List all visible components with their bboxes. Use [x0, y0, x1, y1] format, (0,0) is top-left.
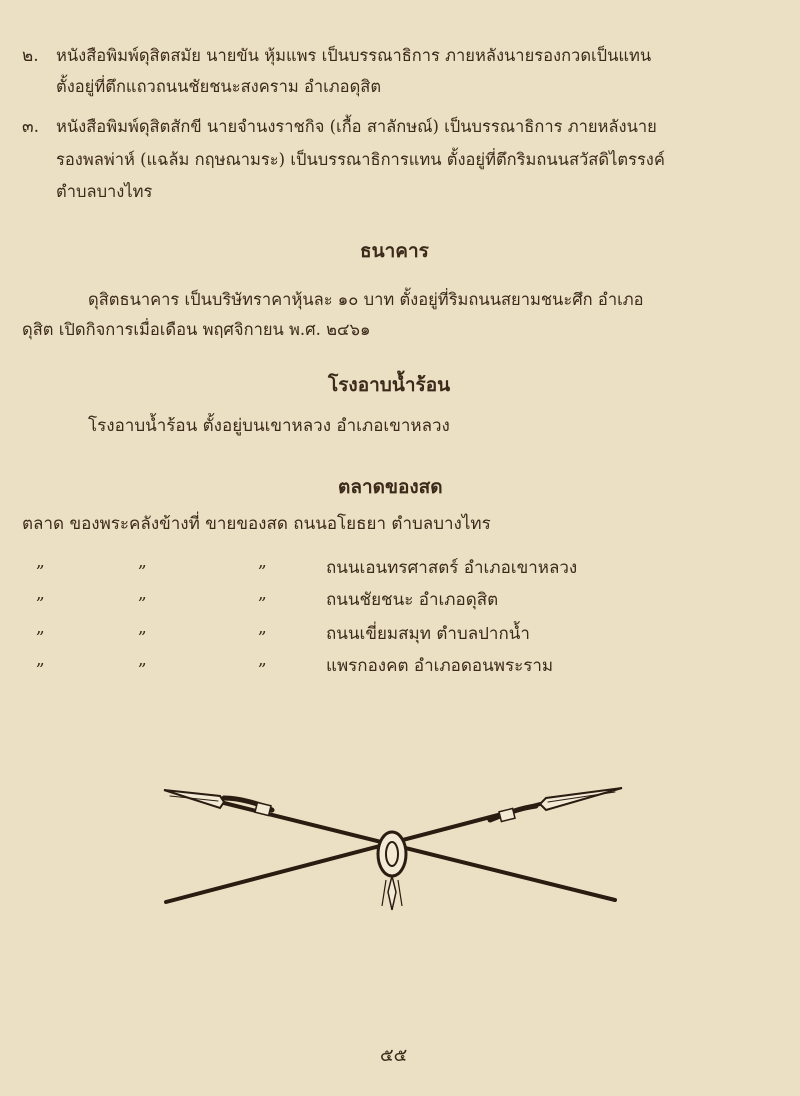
bank-line-2: ดุสิต เปิดกิจการเมื่อเดือน พฤศจิกายน พ.ศ. ๒๔๖๑ [22, 320, 371, 339]
hotspring-line-1: โรงอาบน้ำร้อน ตั้งอยู่บนเขาหลวง อำเภอเขาหลวง [88, 416, 450, 436]
bank-heading: ธนาคาร [360, 240, 429, 262]
ditto-mark: „ [138, 650, 147, 670]
item-2-line-2: ตั้งอยู่ที่ตึกแถวถนนชัยชนะสงคราม อำเภอดุสิต [56, 77, 382, 96]
market-heading: ตลาดของสด [338, 476, 443, 498]
market-row: ถนนเขี่ยมสมุท ตำบลปากน้ำ [326, 624, 530, 644]
market-row: ถนนเอนทรศาสตร์ อำเภอเขาหลวง [326, 558, 578, 578]
page-number: ๕๕ [380, 1045, 408, 1066]
item-3-line-1: หนังสือพิมพ์ดุสิตสักขี นายจำนงราชกิจ (เกื้อ สาลักษณ์) เป็นบรรณาธิการ ภายหลังนาย [56, 117, 657, 136]
ditto-mark: „ [258, 552, 267, 572]
ditto-mark: „ [36, 618, 45, 638]
ditto-mark: „ [138, 584, 147, 604]
item-3-line-2: รองพลพ่าห์ (แฉล้ม กฤษณามระ) เป็นบรรณาธิการแทน ตั้งอยู่ที่ตึกริมถนนสวัสดิไตรรงค์ [56, 150, 665, 169]
ditto-mark: „ [138, 618, 147, 638]
ditto-mark: „ [258, 618, 267, 638]
ditto-mark: „ [36, 552, 45, 572]
crossed-spears-icon [160, 780, 630, 920]
ditto-mark: „ [36, 584, 45, 604]
item-3-marker: ๓. [22, 117, 40, 137]
item-2-marker: ๒. [22, 46, 39, 66]
ditto-mark: „ [138, 552, 147, 572]
bank-line-1: ดุสิตธนาคาร เป็นบริษัทราคาหุ้นละ ๑๐ บาท ตั้งอยู่ที่ริมถนนสยามชนะศึก อำเภอ [88, 290, 644, 309]
ditto-mark: „ [258, 584, 267, 604]
ditto-mark: „ [258, 650, 267, 670]
ditto-mark: „ [36, 650, 45, 670]
item-2-line-1: หนังสือพิมพ์ดุสิตสมัย นายขัน หุ้มแพร เป็นบรรณาธิการ ภายหลังนายรองกวดเป็นแทน [56, 46, 652, 65]
market-row: ถนนชัยชนะ อำเภอดุสิต [326, 590, 499, 610]
hotspring-heading: โรงอาบน้ำร้อน [328, 374, 451, 396]
market-row: แพรกองคต อำเภอดอนพระราม [326, 656, 554, 676]
item-3-line-3: ตำบลบางไทร [56, 182, 153, 201]
market-line-1: ตลาด ของพระคลังข้างที่ ขายของสด ถนนอโยธยา ตำบลบางไทร [22, 514, 491, 534]
